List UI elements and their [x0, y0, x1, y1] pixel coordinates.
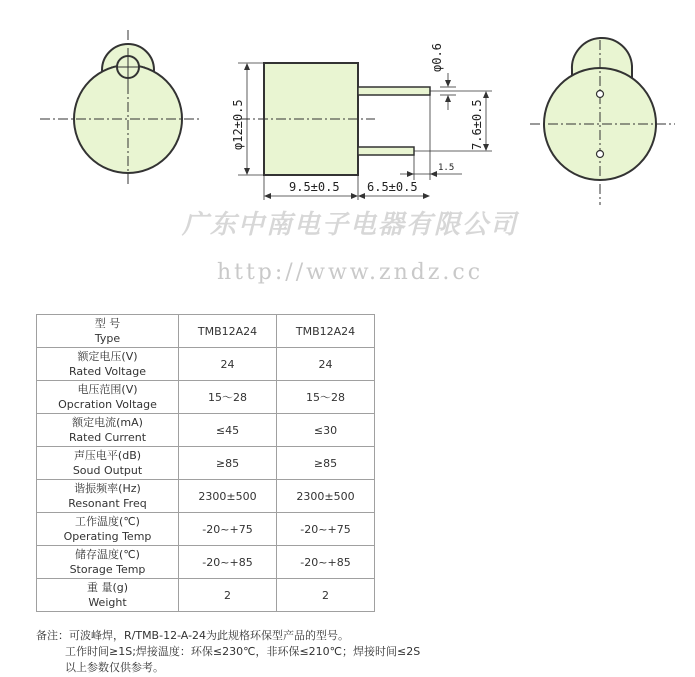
row-value-2: -20~+75	[277, 513, 375, 546]
row-label	[37, 513, 179, 546]
rear-view	[530, 38, 675, 205]
row-value-2: 2300±500	[277, 480, 375, 513]
row-label-cn: 电压范围(V)	[77, 383, 138, 396]
table-row	[37, 381, 375, 414]
dim-pin-tip: 1.5	[438, 163, 455, 173]
row-label-cn: 谐振频率(Hz)	[74, 482, 141, 495]
spec-table	[36, 314, 375, 612]
row-value-2: 24	[277, 348, 375, 381]
note-line-1: 备注：可波峰焊，R/TMB-12-A-24为此规格环保型产品的型号。	[36, 629, 350, 642]
row-value-2: 15～28	[277, 381, 375, 414]
company-watermark: 广东中南电子电器有限公司	[181, 210, 518, 240]
buzzer-drawing	[0, 0, 695, 300]
side-view	[231, 43, 492, 200]
table-row	[37, 348, 375, 381]
row-label	[37, 546, 179, 579]
row-value-1: ≤45	[179, 414, 277, 447]
row-label	[37, 480, 179, 513]
row-value-1: 2300±500	[179, 480, 277, 513]
table-row	[37, 546, 375, 579]
dim-pin-diameter: φ0.6	[430, 43, 444, 72]
dim-pin-spacing: 7.6±0.5	[470, 99, 484, 150]
note-line-2: 工作时间≥1S;焊接温度：环保≤230℃，非环保≤210℃；焊接时间≤2S	[65, 645, 421, 658]
row-label-en: Weight	[88, 596, 127, 609]
row-value-1: 15～28	[179, 381, 277, 414]
table-row	[37, 447, 375, 480]
dim-diameter: φ12±0.5	[231, 99, 245, 150]
row-label-cn: 重 量(g)	[86, 581, 129, 594]
row-value-2: -20~+85	[277, 546, 375, 579]
row-value-1: 2	[179, 579, 277, 612]
row-label-cn: 储存温度(℃)	[75, 548, 140, 561]
row-label-cn: 工作温度(℃)	[75, 515, 140, 528]
table-row	[37, 579, 375, 612]
note-line-3: 以上参数仅供参考。	[65, 661, 164, 674]
dim-pin-length: 6.5±0.5	[367, 180, 418, 194]
row-value-1: -20~+85	[179, 546, 277, 579]
row-label-en: Rated Voltage	[69, 365, 146, 378]
header-model-1: TMB12A24	[179, 315, 277, 348]
row-value-2: ≥85	[277, 447, 375, 480]
row-label	[37, 447, 179, 480]
front-view	[40, 30, 200, 185]
row-value-1: 24	[179, 348, 277, 381]
table-row	[37, 480, 375, 513]
header-type-cell	[37, 315, 179, 348]
url-watermark: http://www.zndz.cc	[216, 260, 484, 285]
row-label	[37, 414, 179, 447]
notes	[36, 628, 420, 676]
row-label-en: Operating Temp	[63, 530, 152, 543]
row-label-en: Storage Temp	[69, 563, 146, 576]
row-label	[37, 579, 179, 612]
row-label-cn: 声压电平(dB)	[73, 449, 142, 462]
row-label-en: Opcration Voltage	[58, 398, 157, 411]
table-header-row	[37, 315, 375, 348]
row-value-2: ≤30	[277, 414, 375, 447]
row-label	[37, 348, 179, 381]
header-type-cn: 型 号	[94, 317, 121, 330]
header-model-2: TMB12A24	[277, 315, 375, 348]
table-row	[37, 414, 375, 447]
row-label-cn: 额定电压(V)	[77, 350, 138, 363]
row-label-cn: 额定电流(mA)	[72, 416, 143, 429]
row-value-1: ≥85	[179, 447, 277, 480]
row-label-en: Resonant Freq	[68, 497, 147, 510]
row-label-en: Rated Current	[68, 431, 147, 444]
header-type-en: Type	[94, 332, 121, 345]
row-label-en: Soud Output	[72, 464, 143, 477]
row-label	[37, 381, 179, 414]
row-value-2: 2	[277, 579, 375, 612]
table-row	[37, 513, 375, 546]
row-value-1: -20~+75	[179, 513, 277, 546]
dim-body-height: 9.5±0.5	[289, 180, 340, 194]
